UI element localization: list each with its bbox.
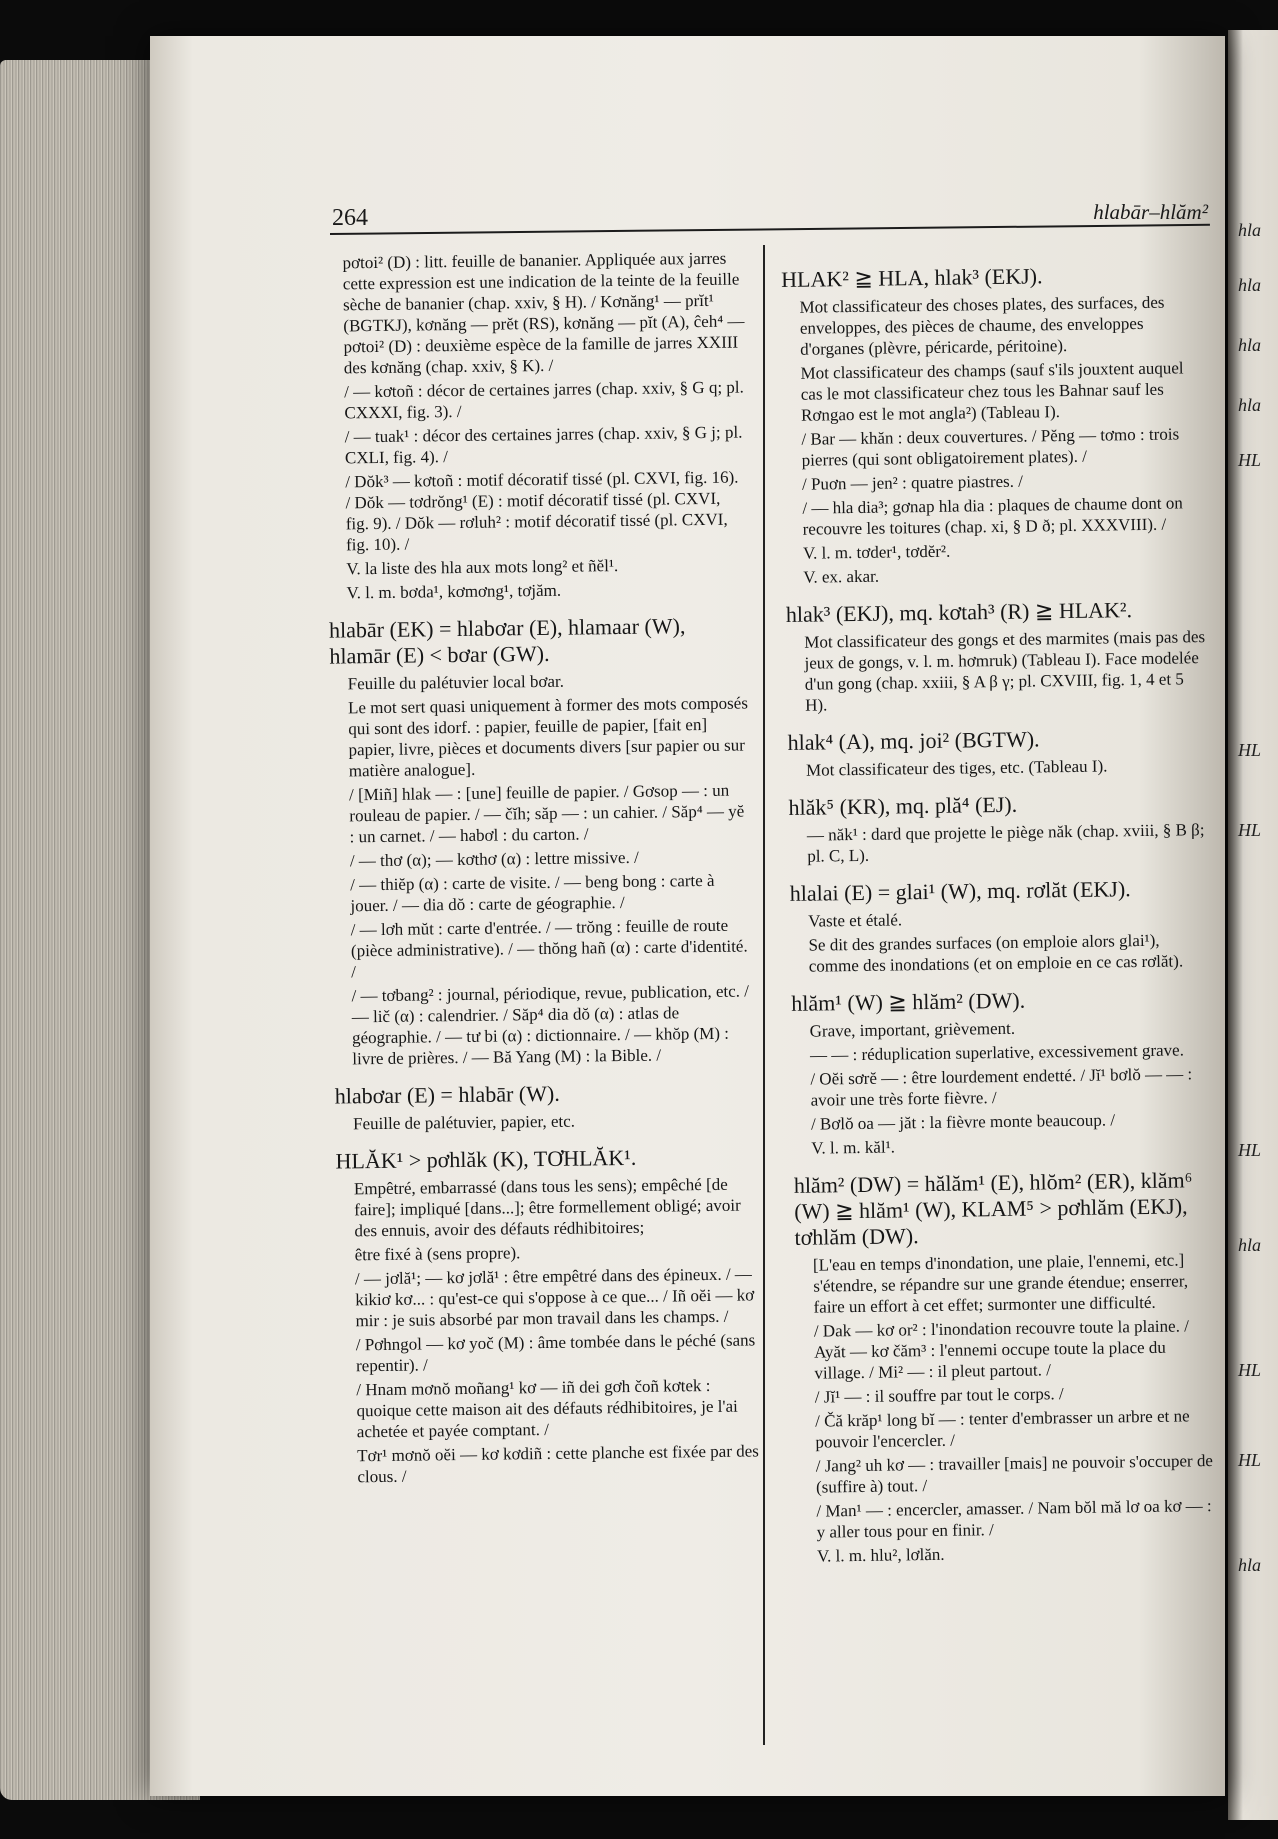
entry-text: V. l. m. tơder¹, tơdĕr². xyxy=(802,541,951,563)
entry-text: Se dit des grandes surfaces (on emploie alors glai¹), comme des inondations (et on emploie en ce cas rơlăt). xyxy=(808,930,1184,976)
dictionary-headword: hlăm¹ (W) ≧ hlăm² (DW). xyxy=(791,987,1026,1016)
entry-text: / — thơ (α); — kơthơ (α) : lettre missive. / xyxy=(349,847,639,871)
entry-text: Mot classificateur des tiges, etc. (Tableau I). xyxy=(805,756,1108,780)
left-column xyxy=(324,247,759,1490)
entry-text: V. l. m. kăl¹. xyxy=(811,1137,896,1158)
entry-text: / — kơtoñ : décor de certaines jarres (chap. xxiv, § G q; pl. CXXXI, fig. 3). / xyxy=(344,377,744,423)
entry-text: / Jang² uh kơ — : travailler [mais] ne pouvoir s'occuper de (suffire à) tout. / xyxy=(815,1451,1214,1497)
entry-text: / — thiĕp (α) : carte de visite. / — beng bong : carte à jouer. / — dia dŏ : carte de géographie. / xyxy=(350,870,715,916)
entry-text: / Man¹ — : encercler, amasser. / Nam bŏl mă lơ oa kơ — : y aller tous pour en finir. / xyxy=(816,1496,1212,1542)
entry-text: — — : réduplication superlative, excessivement grave. xyxy=(809,1040,1185,1065)
entry-text: Vaste et étalé. xyxy=(808,910,903,931)
entry-text: Feuille du palétuvier local bơar. xyxy=(347,671,565,694)
facing-word: hla xyxy=(1238,1555,1262,1575)
facing-word: HL xyxy=(1238,450,1262,470)
facing-word: HL xyxy=(1238,740,1262,760)
dictionary-headword: hlăm² (DW) = hălăm¹ (E), hlŏm² (ER), klăm⁶ (W) ≧ hlăm¹ (W), KLAM⁵ > pơhlăm (EKJ), tơhlăm (DW). xyxy=(793,1167,1193,1250)
entry-text: / Dak — kơ or² : l'inondation recouvre toute la plaine. / Ayăt — kơ čăm³ : l'ennemi occupe toute la place du village. / Mi² — : il pleut partout. / xyxy=(813,1316,1189,1383)
column-divider xyxy=(763,245,765,1745)
dictionary-headword: hlabơar (E) = hlabār (W). xyxy=(334,1080,560,1109)
entry-text: Mot classificateur des gongs et des marmites (mais pas des jeux de gongs, v. l. m. hơmruk) (Tableau I). Face modelée d'un gong (chap. xxiii, § A β γ; pl. CXVIII, fig. 1, 4 et 5 H). xyxy=(804,627,1206,715)
facing-word: hla xyxy=(1238,275,1262,295)
facing-word: hla xyxy=(1238,335,1262,355)
entry-text: / — lơh mŭt : carte d'entrée. / — trŏng : feuille de route (pièce administrative). / — thŏng hañ (α) : carte d'identité. / xyxy=(350,915,748,982)
entry-text: Grave, important, grièvement. xyxy=(809,1018,1016,1041)
facing-page xyxy=(1228,30,1278,1820)
entry-text: / — jơlă¹; — kơ jơlă¹ : être empêtré dans des épineux. / — kikiơ kơ... : qu'est-ce qui s'oppose à ce que... / Iñ oĕi — kơ mir : je suis absorbé par mon travail dans les champs. / xyxy=(354,1264,755,1331)
entry-text: / Bơlŏ oa — jăt : la fièvre monte beaucoup. / xyxy=(810,1110,1116,1134)
entry-text: V. l. m. bơda¹, kơmơng¹, tơjăm. xyxy=(346,580,562,603)
entry-text: / Oĕi sơrĕ — : être lourdement endetté. / Jĭ¹ bơlŏ — — : avoir une très forte fièvre. / xyxy=(810,1064,1193,1110)
entry-text: / Puơn — jen² : quatre piastres. / xyxy=(801,471,1024,494)
entry-text: V. ex. akar. xyxy=(803,566,880,587)
dictionary-headword: HLAK² ≧ HLA, hlak³ (EKJ). xyxy=(781,263,1043,292)
facing-word: hla xyxy=(1238,395,1262,415)
facing-word: HL xyxy=(1238,1140,1262,1160)
entry-text: / Čă krăp¹ long bĭ — : tenter d'embrasser un arbre et ne pouvoir l'encercler. / xyxy=(815,1406,1190,1452)
entry-text: V. la liste des hla aux mots long² et ñĕl¹. xyxy=(346,556,619,579)
running-head: hlabār–hlăm² xyxy=(1093,200,1208,224)
entry-text: / — hla dia³; gơnap hla dia : plaques de chaume dont on recouvre les toitures (chap. xi, § D ð; pl. XXXVIII). / xyxy=(802,493,1183,539)
dictionary-headword: hlabār (EK) = hlabơar (E), hlamaar (W), hlamār (E) < bơar (GW). xyxy=(328,613,686,669)
entry-text: / Hnam mơnŏ moñang¹ kơ — iñ dei gơh čoñ kơtek : quoique cette maison ait des défauts rédhibitoires, je l'ai achetée et payée comptant. / xyxy=(356,1375,738,1442)
page-number: 264 xyxy=(332,205,368,231)
entry-text: V. l. m. hlu², lơlăn. xyxy=(816,1544,945,1566)
facing-word: HL xyxy=(1238,820,1262,840)
dictionary-headword: hlăk⁵ (KR), mq. plă⁴ (EJ). xyxy=(788,791,1018,820)
entry-text: Mot classificateur des choses plates, des surfaces, des enveloppes, des pièces de chaume, des enveloppes d'organes (plèvre, péricarde, péritoine). xyxy=(799,292,1165,359)
dictionary-headword: HLĂK¹ > pơhlăk (K), TƠHLĂK¹. xyxy=(335,1144,637,1174)
entry-text: / Dŏk³ — kơtoñ : motif décoratif tissé (pl. CXVI, fig. 16). / Dŏk — tơdrŏng¹ (E) : motif décoratif tissé (pl. CXVI, fig. 9). / Dŏk — rơluh² : motif décoratif tissé (pl. CXVI, fig. 10). / xyxy=(345,467,739,555)
dictionary-headword: hlak⁴ (A), mq. joi² (BGTW). xyxy=(787,726,1040,755)
entry-text: Tơr¹ mơnŏ oĕi — kơ kơdiñ : cette planche est fixée par des clous. / xyxy=(357,1441,759,1487)
entry-text: Feuille de palétuvier, papier, etc. xyxy=(352,1111,576,1134)
facing-word: HL xyxy=(1238,1360,1262,1380)
entry-text: être fixé à (sens propre). xyxy=(354,1243,521,1265)
facing-word: hla xyxy=(1238,220,1262,240)
facing-word: HL xyxy=(1238,1450,1262,1470)
dictionary-headword: hlak³ (EKJ), mq. kơtah³ (R) ≧ HLAK². xyxy=(785,597,1133,627)
facing-word: hla xyxy=(1238,1235,1262,1255)
dictionary-headword: hlalai (E) = glai¹ (W), mq. rơlăt (EKJ). xyxy=(789,876,1131,906)
entry-text: [L'eau en temps d'inondation, une plaie, l'ennemi, etc.] s'étendre, se répandre sur une grande étendue; enserrer, faire un effort à cet effet; surmonter une difficulté. xyxy=(812,1250,1189,1317)
entry-text: / Jĭ¹ — : il souffre par tout le corps. / xyxy=(814,1384,1064,1407)
entry-text: Mot classificateur des champs (sauf s'ils jouxtent auquel cas le mot classificateur chez tous les Bahnar sauf les Rơngao est le mot angla²) (Tableau I). xyxy=(800,358,1184,425)
entry-text: Empêtré, embarrassé (dans tous les sens); empêché [de faire]; impliqué [dans...]; être formellement obligé; avoir des ennuis, avoir des défauts rédhibitoires; xyxy=(353,1174,741,1241)
entry-text: Le mot sert quasi uniquement à former des mots composés qui sont des idorf. : papier, feuille de papier, [fait en] papier, livre, pièces et documents divers [sur papier ou sur matière analogue]. xyxy=(347,693,748,781)
entry-text: pơtoi² (D) : litt. feuille de bananier. Appliquée aux jarres cette expression est une indication de la teinte de la feuille sèche de bananier (chap. xxiv, § H). / Kơnăng¹ — prĭt¹ (BGTKJ), kơnăng — prĕt (RS), kơnăng — pĭt (A), ĉeh⁴ — pơtoi² (D) : deuxième espèce de la famille de jarres XXIII des kơnăng (chap. xxiv, § K). / xyxy=(342,248,745,378)
entry-text: — năk¹ : dard que projette le piège năk (chap. xviii, § B β; pl. C, L). xyxy=(806,820,1205,866)
entry-text: / — tơbang² : journal, périodique, revue, publication, etc. / — lič (α) : calendrier. / Săp⁴ dia dŏ (α) : atlas de géographie. / — tư bi (α) : dictionnaire. / — khŏp (M) : livre de prières. / — Bă Yang (M) : la Bible. / xyxy=(351,981,750,1069)
entry-text: / [Miñ] hlak — : [une] feuille de papier. / Gơsop — : un rouleau de papier. / — čĭh; săp — : un cahier. / Săp⁴ — yĕ : un carnet. / — habơl : du carton. / xyxy=(348,780,745,847)
entry-text: / Pơhngol — kơ yoč (M) : âme tombée dans le péché (sans repentir). / xyxy=(355,1330,756,1376)
entry-text: / — tuak¹ : décor des certaines jarres (chap. xxiv, § G j; pl. CXLI, fig. 4). / xyxy=(344,422,743,468)
entry-text: / Bar — khăn : deux couvertures. / Pĕng — tơmo : trois pierres (qui sont obligatoirement plates). / xyxy=(801,424,1180,470)
right-column xyxy=(781,247,1219,1570)
